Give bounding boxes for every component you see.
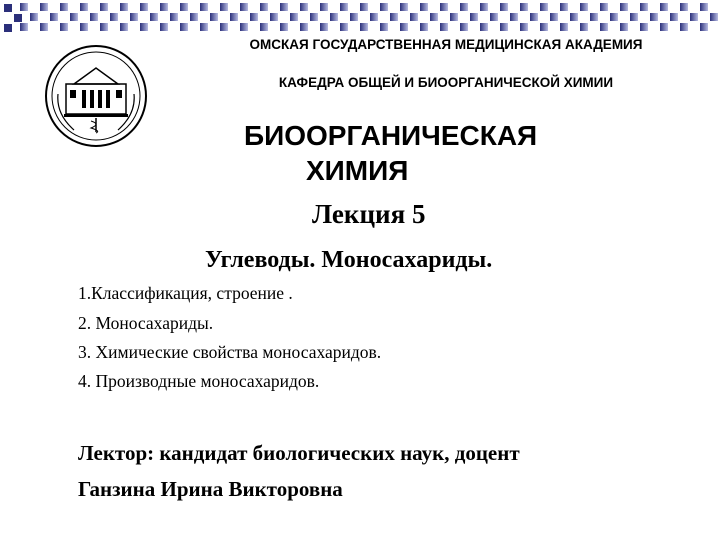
checker-square <box>580 3 588 11</box>
checker-square <box>400 3 408 11</box>
checker-square <box>460 23 468 31</box>
checker-square <box>190 13 198 21</box>
checker-square <box>140 3 148 11</box>
checker-square <box>200 3 208 11</box>
checker-square <box>640 23 648 31</box>
checker-square <box>14 14 22 22</box>
checker-square <box>530 13 538 21</box>
checker-square <box>40 3 48 11</box>
checker-square <box>120 3 128 11</box>
lecture-number: Лекция 5 <box>312 199 426 229</box>
checker-square <box>390 13 398 21</box>
checker-square <box>580 23 588 31</box>
checker-square <box>340 3 348 11</box>
checker-square <box>700 23 708 31</box>
checker-square <box>50 13 58 21</box>
checker-square <box>520 3 528 11</box>
checker-square <box>590 13 598 21</box>
checker-square <box>480 3 488 11</box>
checker-square <box>60 23 68 31</box>
checker-square <box>670 13 678 21</box>
checker-square <box>550 13 558 21</box>
checker-square <box>4 24 12 32</box>
checker-square <box>250 13 258 21</box>
outline-item: 3. Химические свойства моносахаридов. <box>78 342 382 362</box>
checker-square <box>480 23 488 31</box>
decorative-checker-bar <box>0 0 720 38</box>
checker-square <box>470 13 478 21</box>
checker-square <box>640 3 648 11</box>
checker-square <box>440 23 448 31</box>
checker-square <box>700 3 708 11</box>
checker-square <box>230 13 238 21</box>
checker-square <box>300 3 308 11</box>
checker-square <box>280 3 288 11</box>
checker-square <box>70 13 78 21</box>
checker-square <box>560 3 568 11</box>
checker-square <box>540 3 548 11</box>
checker-square <box>160 23 168 31</box>
lecture-topic: Углеводы. Моносахариды. <box>205 247 493 273</box>
checker-square <box>600 3 608 11</box>
institution-name: ОМСКАЯ ГОСУДАРСТВЕННАЯ МЕДИЦИНСКАЯ АКАДЕМИЯ <box>249 37 643 52</box>
checker-square <box>80 23 88 31</box>
checker-square <box>510 13 518 21</box>
lecturer-name: Ганзина Ирина Викторовна <box>78 477 343 501</box>
checker-square <box>620 3 628 11</box>
checker-square <box>60 3 68 11</box>
checker-square <box>290 13 298 21</box>
checker-square <box>20 23 28 31</box>
checker-square <box>130 13 138 21</box>
checker-square <box>30 13 38 21</box>
checker-square <box>490 13 498 21</box>
checker-square <box>90 13 98 21</box>
checker-square <box>210 13 218 21</box>
checker-square <box>600 23 608 31</box>
checker-square <box>180 3 188 11</box>
academy-emblem-icon <box>44 44 148 148</box>
checker-square <box>280 23 288 31</box>
checker-square <box>100 3 108 11</box>
checker-square <box>690 13 698 21</box>
checker-square <box>360 23 368 31</box>
checker-square <box>100 23 108 31</box>
checker-square <box>40 23 48 31</box>
checker-square <box>350 13 358 21</box>
checker-square <box>630 13 638 21</box>
checker-square <box>220 23 228 31</box>
checker-square <box>680 3 688 11</box>
checker-square <box>80 3 88 11</box>
checker-square <box>520 23 528 31</box>
checker-square <box>180 23 188 31</box>
checker-square <box>540 23 548 31</box>
course-title-line1: БИООРГАНИЧЕСКАЯ <box>244 120 538 151</box>
checker-square <box>410 13 418 21</box>
checker-square <box>140 23 148 31</box>
outline-item: 4. Производные моносахаридов. <box>78 371 320 391</box>
checker-square <box>120 23 128 31</box>
checker-square <box>200 23 208 31</box>
checker-square <box>360 3 368 11</box>
checker-square <box>620 23 628 31</box>
checker-square <box>500 3 508 11</box>
checker-square <box>220 3 228 11</box>
department-name: КАФЕДРА ОБЩЕЙ И БИООРГАНИЧЕСКОЙ ХИМИИ <box>278 75 614 90</box>
checker-square <box>560 23 568 31</box>
checker-square <box>20 3 28 11</box>
checker-square <box>260 3 268 11</box>
checker-square <box>440 3 448 11</box>
checker-square <box>150 13 158 21</box>
course-title-line2: ХИМИЯ <box>306 155 409 186</box>
checker-square <box>460 3 468 11</box>
checker-square <box>300 23 308 31</box>
lecturer-title: Лектор: кандидат биологических наук, доцент <box>78 441 520 465</box>
checker-square <box>310 13 318 21</box>
checker-square <box>260 23 268 31</box>
checker-square <box>420 3 428 11</box>
checker-square <box>650 13 658 21</box>
outline-item: 1.Классификация, строение . <box>78 283 293 303</box>
checker-square <box>370 13 378 21</box>
checker-square <box>240 3 248 11</box>
checker-square <box>500 23 508 31</box>
checker-square <box>430 13 438 21</box>
checker-square <box>380 3 388 11</box>
checker-square <box>160 3 168 11</box>
checker-square <box>330 13 338 21</box>
checker-square <box>660 3 668 11</box>
checker-square <box>710 13 718 21</box>
checker-square <box>660 23 668 31</box>
checker-square <box>340 23 348 31</box>
checker-square <box>270 13 278 21</box>
checker-square <box>240 23 248 31</box>
checker-square <box>170 13 178 21</box>
checker-square <box>320 3 328 11</box>
checker-square <box>110 13 118 21</box>
checker-square <box>610 13 618 21</box>
checker-square <box>380 23 388 31</box>
outline-item: 2. Моносахариды. <box>78 313 214 333</box>
checker-square <box>570 13 578 21</box>
checker-square <box>4 4 12 12</box>
checker-square <box>420 23 428 31</box>
checker-square <box>450 13 458 21</box>
checker-square <box>680 23 688 31</box>
checker-square <box>320 23 328 31</box>
checker-square <box>400 23 408 31</box>
